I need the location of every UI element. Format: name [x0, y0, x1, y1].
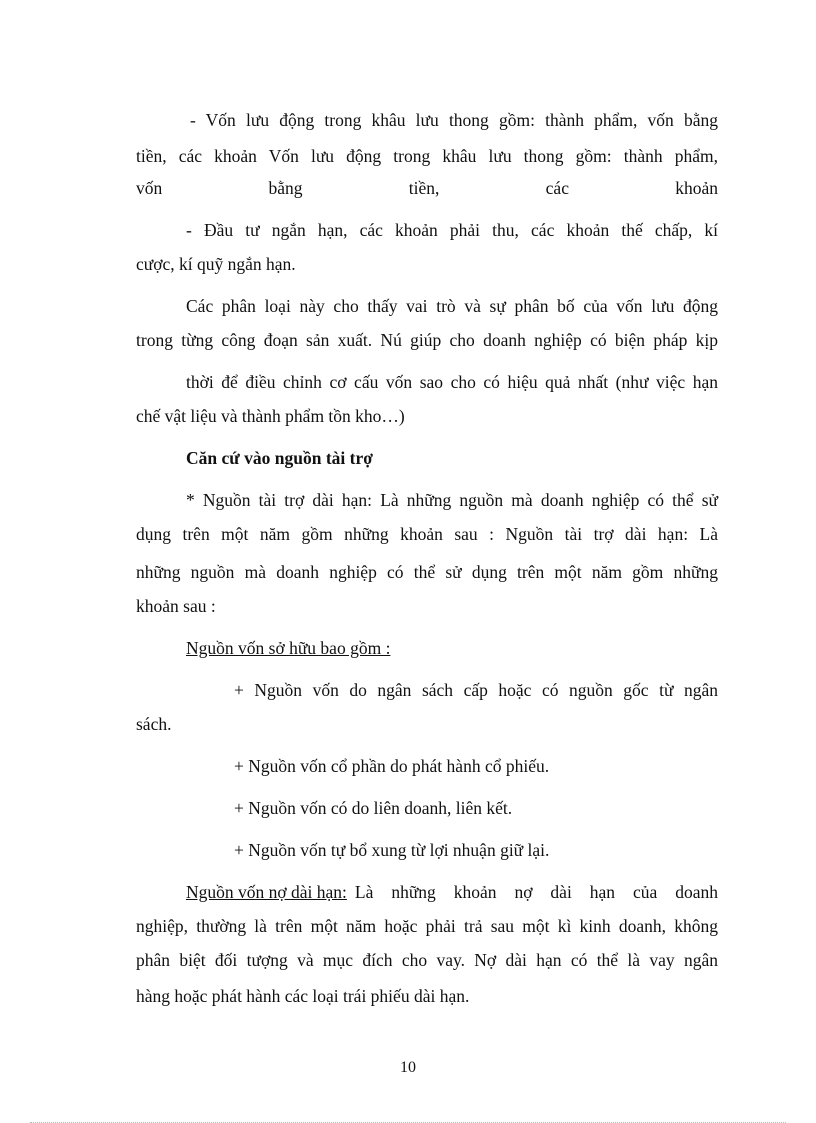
- text-line: [136, 176, 718, 200]
- word: vốn: [136, 178, 163, 198]
- list-item: + Nguồn vốn cổ phần do phát hành cổ phiếu.: [234, 756, 550, 776]
- text-line: thời để điều chỉnh cơ cấu vốn sao cho có hiệu quả nhất (như việc hạn: [186, 372, 718, 392]
- text-line: hàng hoặc phát hành các loại trái phiếu dài hạn.: [136, 986, 470, 1006]
- text-line: nghiệp, thường là trên một năm hoặc phải trả sau một kì kinh doanh, không: [136, 916, 718, 936]
- text-fragment: Là những khoản nợ dài hạn của doanh: [354, 882, 718, 902]
- word: tiền,: [408, 178, 440, 198]
- word: các: [545, 178, 569, 198]
- text-line: những nguồn mà doanh nghiệp có thể sử dụng trên một năm gồm những: [136, 562, 718, 582]
- text-line: chế vật liệu và thành phẩm tồn kho…): [136, 406, 405, 426]
- underlined-lead: Nguồn vốn nợ dài hạn:: [186, 882, 347, 902]
- text-line: cược, kí quỹ ngắn hạn.: [136, 254, 296, 274]
- text-line: [186, 880, 718, 904]
- list-item: + Nguồn vốn có do liên doanh, liên kết.: [234, 798, 513, 818]
- word: bằng: [268, 178, 303, 198]
- text-line: * Nguồn tài trợ dài hạn: Là những nguồn mà doanh nghiệp có thể sử: [186, 490, 718, 510]
- word: khoản: [675, 178, 718, 198]
- text-line: - Đầu tư ngắn hạn, các khoản phải thu, các khoản thế chấp, kí: [186, 220, 718, 240]
- subsection-heading: Nguồn vốn sở hữu bao gồm :: [186, 638, 391, 658]
- list-item: + Nguồn vốn do ngân sách cấp hoặc có nguồn gốc từ ngân: [234, 680, 718, 700]
- text-line: Các phân loại này cho thấy vai trò và sự phân bố của vốn lưu động: [186, 296, 718, 316]
- section-heading: Căn cứ vào nguồn tài trợ: [186, 448, 373, 468]
- page-number: 10: [400, 1059, 416, 1076]
- text-line: trong từng công đoạn sản xuất. Nú giúp cho doanh nghiệp có biện pháp kịp: [136, 330, 718, 350]
- text-line: sách.: [136, 714, 172, 734]
- text-line: phân biệt đối tượng và mục đích cho vay. Nợ dài hạn có thể là vay ngân: [136, 950, 718, 970]
- list-item: + Nguồn vốn tự bổ xung từ lợi nhuận giữ lại.: [234, 840, 550, 860]
- text-line: khoản sau :: [136, 596, 216, 616]
- text-line: dụng trên một năm gồm những khoản sau : Nguồn tài trợ dài hạn: Là: [136, 524, 718, 544]
- text-line: - Vốn lưu động trong khâu lưu thong gồm: thành phẩm, vốn bằng: [190, 110, 718, 130]
- spread-line: [136, 176, 718, 200]
- text-line: tiền, các khoản Vốn lưu động trong khâu lưu thong gồm: thành phẩm,: [136, 146, 718, 166]
